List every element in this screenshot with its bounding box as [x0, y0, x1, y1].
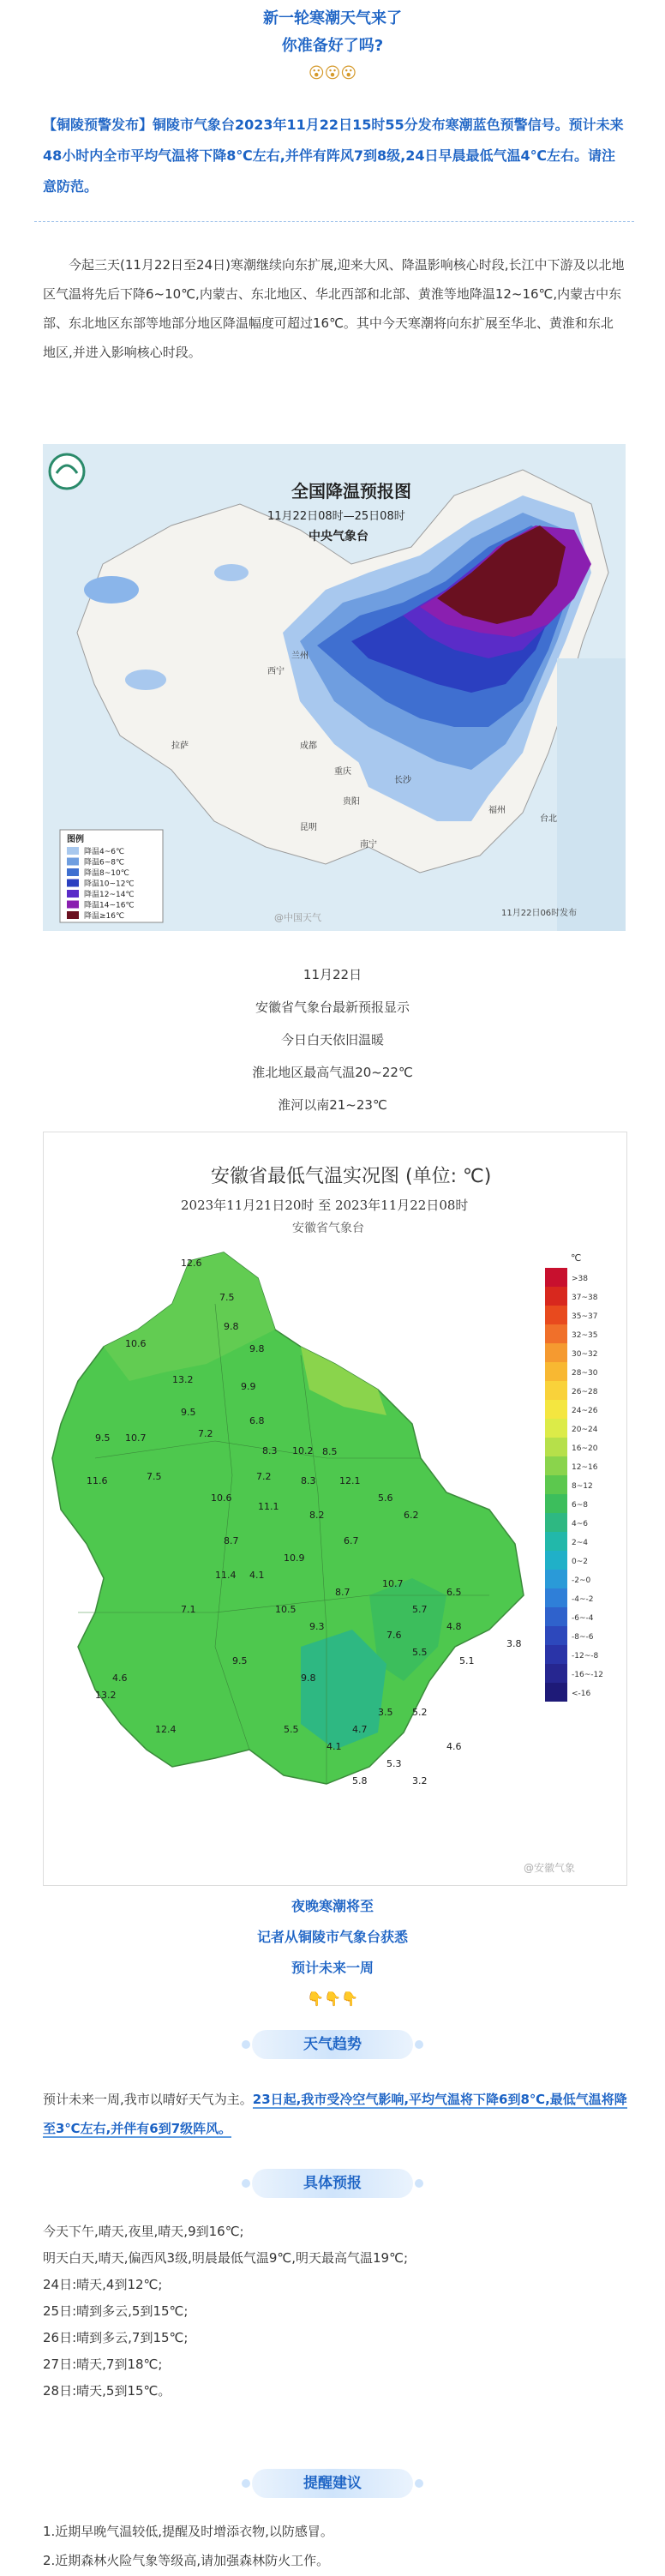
anhui-min-temp-map-graphic: [44, 1132, 626, 1885]
national-cooling-map[interactable]: [43, 444, 626, 931]
legend-swatch: [67, 890, 79, 898]
station-temp-value: 8.5: [322, 1446, 338, 1457]
scale-label: 24~26: [572, 1407, 598, 1415]
legend-swatch: [67, 911, 79, 919]
city-label: 昆明: [300, 823, 317, 832]
scale-swatch: [545, 1324, 567, 1343]
section-header-forecast: [0, 2160, 665, 2207]
scale-swatch: [545, 1456, 567, 1475]
anhui-min-temp-map[interactable]: [43, 1132, 627, 1886]
city-label: 贵阳: [343, 797, 360, 807]
station-temp-value: 10.2: [292, 1445, 314, 1456]
summary-line: 今日白天依旧温暖: [280, 1032, 384, 1048]
scale-swatch: [545, 1588, 567, 1607]
map1-title: 全国降温预报图: [291, 481, 411, 501]
forecast-item: 24日:晴天,4到12℃;: [43, 2277, 163, 2292]
legend-swatch: [67, 868, 79, 876]
station-temp-value: 5.6: [378, 1492, 393, 1504]
scale-swatch: [545, 1381, 567, 1400]
legend-label: 降温8~10℃: [84, 869, 129, 878]
station-temp-value: 6.7: [344, 1535, 359, 1546]
city-label: 西宁: [267, 667, 285, 676]
scale-swatch: [545, 1400, 567, 1419]
scale-label: 4~6: [572, 1520, 588, 1528]
scale-swatch: [545, 1532, 567, 1551]
city-label: 南宁: [360, 840, 377, 850]
station-temp-value: 10.6: [211, 1492, 232, 1504]
station-temp-value: 4.8: [446, 1621, 462, 1632]
forecast-item: 明天白天,晴天,偏西风3级,明晨最低气温9℃,明天最高气温19℃;: [43, 2250, 408, 2266]
scale-label: 35~37: [572, 1312, 598, 1321]
station-temp-value: 11.1: [258, 1501, 279, 1512]
scale-swatch: [545, 1343, 567, 1362]
scale-label: 28~30: [572, 1369, 598, 1378]
station-temp-value: 9.5: [95, 1432, 111, 1444]
map1-legend-title: 图例: [67, 835, 84, 844]
forecast-item: 28日:晴天,5到15℃。: [43, 2383, 171, 2399]
station-temp-value: 11.4: [215, 1570, 237, 1581]
city-label: 成都: [300, 742, 317, 751]
surprised-emoji-icons: 😮😮😮: [308, 64, 357, 82]
section-header-tips: [0, 2460, 665, 2507]
station-temp-value: 6.8: [249, 1415, 265, 1426]
station-temp-value: 5.7: [412, 1604, 428, 1615]
tip-item: 2.近期森林火险气象等级高,请加强森林防火工作。: [43, 2553, 330, 2568]
section-label-tips: 提醒建议: [252, 2469, 413, 2498]
station-temp-value: 10.6: [125, 1338, 147, 1349]
station-temp-value: 5.5: [412, 1647, 428, 1658]
scale-swatch: [545, 1664, 567, 1683]
weather-agency-logo-icon: [50, 454, 84, 489]
map1-org: 中央气象台: [309, 530, 368, 543]
scale-swatch: [545, 1626, 567, 1645]
section-label-trend: 天气趋势: [252, 2030, 413, 2059]
station-temp-value: 5.3: [386, 1758, 402, 1769]
decor-dot-icon: [415, 2479, 423, 2488]
station-temp-value: 7.5: [147, 1471, 162, 1482]
subhead-line-2: 记者从铜陵市气象台获悉: [256, 1929, 408, 1945]
legend-swatch: [67, 858, 79, 866]
station-temp-value: 3.2: [412, 1775, 428, 1786]
decor-dot-icon: [242, 2179, 250, 2188]
legend-label: 降温≥16℃: [84, 912, 125, 921]
forecast-item: 26日:晴到多云,7到15℃;: [43, 2330, 189, 2345]
city-label: 兰州: [291, 652, 309, 661]
scale-label: -2~0: [572, 1576, 591, 1585]
station-temp-value: 6.2: [404, 1510, 419, 1521]
scale-label: 26~28: [572, 1388, 598, 1396]
forecast-item: 今天下午,晴天,夜里,晴天,9到16℃;: [43, 2224, 244, 2239]
station-temp-value: 3.8: [506, 1638, 522, 1649]
summary-line: 淮河以南21~23℃: [278, 1097, 387, 1113]
intro-paragraph: 今起三天(11月22日至24日)寒潮继续向东扩展,迎来大风、降温影响核心时段,长江中下游及以北地区气温将先后下降6~10℃,内蒙古、东北地区、华北西部和北部、黄淮等地降温12~16℃,内蒙古中东部、东北地区东部等地部分地区降温幅度可超过16℃。其中今天寒潮将向东扩展至华北、黄淮和东北地区,并进入影响核心时段。: [43, 257, 625, 360]
city-label: 重庆: [334, 767, 351, 777]
forecast-item: 25日:晴到多云,5到15℃;: [43, 2303, 189, 2319]
station-temp-value: 5.1: [459, 1655, 475, 1666]
summary-line: 淮北地区最高气温20~22℃: [252, 1065, 413, 1080]
station-temp-value: 9.5: [232, 1655, 248, 1666]
trend-highlight: 23日起,我市受冷空气影响,平均气温将下降6到8℃,最低气温将降至3℃左右,并伴有6到7级阵风。: [43, 2092, 627, 2136]
station-temp-value: 6.5: [446, 1587, 462, 1598]
trend-paragraph: [43, 2085, 634, 2143]
scale-label: 16~20: [572, 1444, 598, 1453]
decor-dot-icon: [415, 2040, 423, 2049]
scale-swatch: [545, 1287, 567, 1306]
scale-swatch: [545, 1268, 567, 1287]
station-temp-value: 5.8: [352, 1775, 368, 1786]
station-temp-value: 8.3: [301, 1475, 316, 1486]
tips-list: [43, 2517, 634, 2575]
station-temp-value: 13.2: [95, 1690, 117, 1701]
city-label: 长沙: [394, 776, 411, 785]
scale-swatch: [545, 1683, 567, 1702]
map2-subtitle: 2023年11月21日20时 至 2023年11月22日08时: [181, 1198, 469, 1213]
scale-label: 37~38: [572, 1294, 598, 1302]
legend-swatch: [67, 901, 79, 909]
article-header: [0, 5, 665, 87]
scale-label: -6~-4: [572, 1614, 594, 1623]
summary-line: 安徽省气象台最新预报显示: [255, 1000, 410, 1015]
station-temp-value: 12.1: [339, 1475, 361, 1486]
tip-item: 1.近期早晚气温较低,提醒及时增添衣物,以防感冒。: [43, 2524, 333, 2539]
station-temp-value: 10.9: [284, 1552, 305, 1564]
scale-swatch: [545, 1513, 567, 1532]
headline-line-1: 新一轮寒潮天气来了: [263, 9, 402, 27]
map1-watermark: @中国天气: [274, 912, 321, 923]
decor-dot-icon: [242, 2040, 250, 2049]
station-temp-value: 13.2: [172, 1374, 194, 1385]
legend-label: 降温4~6℃: [84, 848, 125, 856]
station-temp-value: 5.5: [284, 1724, 299, 1735]
scale-swatch: [545, 1645, 567, 1664]
station-temp-value: 4.7: [352, 1724, 368, 1735]
decor-dot-icon: [242, 2479, 250, 2488]
city-label: 台北: [540, 814, 557, 824]
station-temp-value: 8.3: [262, 1445, 278, 1456]
station-temp-value: 9.9: [241, 1381, 256, 1392]
station-temp-value: 9.8: [249, 1343, 265, 1354]
subhead-block: [0, 1891, 665, 2015]
forecast-list: [43, 2219, 634, 2405]
scale-label: >38: [572, 1275, 588, 1283]
map2-title: 安徽省最低气温实况图 (单位: ℃): [211, 1166, 492, 1187]
scale-swatch: [545, 1438, 567, 1456]
section-label-forecast: 具体预报: [252, 2169, 413, 2198]
trend-text: 预计未来一周,我市以晴好天气为主。: [43, 2092, 253, 2107]
station-temp-value: 4.6: [112, 1672, 128, 1684]
legend-swatch: [67, 847, 79, 855]
station-temp-value: 4.1: [249, 1570, 265, 1581]
scale-label: 2~4: [572, 1539, 588, 1547]
scale-label: 6~8: [572, 1501, 588, 1510]
section-header-trend: [0, 2021, 665, 2068]
map1-subtitle: 11月22日08时—25日08时: [267, 510, 405, 523]
legend-swatch: [67, 880, 79, 887]
city-label: 拉萨: [171, 742, 189, 751]
scale-swatch: [545, 1475, 567, 1494]
station-temp-value: 9.3: [309, 1621, 325, 1632]
station-temp-value: 10.7: [125, 1432, 147, 1444]
station-temp-value: 7.5: [219, 1292, 235, 1303]
station-temp-value: 11.6: [87, 1475, 108, 1486]
city-label: 福州: [488, 806, 506, 815]
forecast-summary: [0, 958, 665, 1121]
scale-label: 32~35: [572, 1331, 598, 1340]
station-temp-value: 8.7: [335, 1587, 350, 1598]
warning-notice: 【铜陵预警发布】铜陵市气象台2023年11月22日15时55分发布寒潮蓝色预警信号。预计未来48小时内全市平均气温将下降8℃左右,并伴有阵风7到8级,24日早晨最低气温4℃左右。请注意防范。: [43, 117, 624, 195]
station-temp-value: 10.5: [275, 1604, 297, 1615]
legend-label: 降温12~14℃: [84, 891, 135, 899]
scale-swatch: [545, 1570, 567, 1588]
scale-swatch: [545, 1306, 567, 1324]
scale-swatch: [545, 1551, 567, 1570]
station-temp-value: 5.2: [412, 1707, 428, 1718]
scale-label: 8~12: [572, 1482, 593, 1491]
legend-label: 降温14~16℃: [84, 901, 135, 910]
map2-legend-unit: ℃: [571, 1252, 582, 1264]
map2-watermark: @安徽气象: [524, 1862, 576, 1874]
station-temp-value: 7.2: [256, 1471, 272, 1482]
station-temp-value: 8.7: [224, 1535, 239, 1546]
decor-dot-icon: [415, 2179, 423, 2188]
map2-org: 安徽省气象台: [292, 1222, 364, 1235]
station-temp-value: 8.2: [309, 1510, 325, 1521]
scale-label: 0~2: [572, 1558, 588, 1566]
scale-label: -16~-12: [572, 1671, 603, 1679]
issue-stamp: 11月22日06时发布: [501, 909, 578, 918]
station-temp-value: 9.8: [224, 1321, 239, 1332]
station-temp-value: 12.4: [155, 1724, 177, 1735]
scale-swatch: [545, 1607, 567, 1626]
scale-label: -12~-8: [572, 1652, 599, 1660]
forecast-item: 27日:晴天,7到18℃;: [43, 2357, 163, 2372]
scale-swatch: [545, 1494, 567, 1513]
station-temp-value: 4.1: [327, 1741, 342, 1752]
scale-label: 20~24: [572, 1426, 598, 1434]
station-temp-value: 7.1: [181, 1604, 196, 1615]
headline-line-2: 你准备好了吗?: [281, 37, 384, 55]
scale-label: -4~-2: [572, 1595, 594, 1604]
station-temp-value: 4.6: [446, 1741, 462, 1752]
station-temp-value: 10.7: [382, 1578, 404, 1589]
station-temp-value: 7.2: [198, 1428, 213, 1439]
station-temp-value: 9.5: [181, 1407, 196, 1418]
scale-label: 12~16: [572, 1463, 598, 1472]
scale-label: -8~-6: [572, 1633, 594, 1642]
legend-label: 降温6~8℃: [84, 858, 125, 868]
legend-label: 降温10~12℃: [84, 880, 135, 889]
scale-label: 30~32: [572, 1350, 598, 1359]
station-temp-value: 12.6: [181, 1258, 202, 1269]
national-cooling-map-graphic: [43, 444, 626, 931]
subhead-line-1: 夜晚寒潮将至: [291, 1898, 374, 1914]
station-temp-value: 3.5: [378, 1707, 393, 1718]
pointing-down-emoji-icons: 👇👇👇: [307, 1991, 358, 2007]
summary-line: 11月22日: [303, 967, 362, 982]
scale-swatch: [545, 1362, 567, 1381]
scale-label: <-16: [572, 1690, 591, 1698]
scale-swatch: [545, 1419, 567, 1438]
subhead-line-3: 预计未来一周: [291, 1960, 374, 1976]
station-temp-value: 7.6: [386, 1630, 402, 1641]
station-temp-value: 9.8: [301, 1672, 316, 1684]
